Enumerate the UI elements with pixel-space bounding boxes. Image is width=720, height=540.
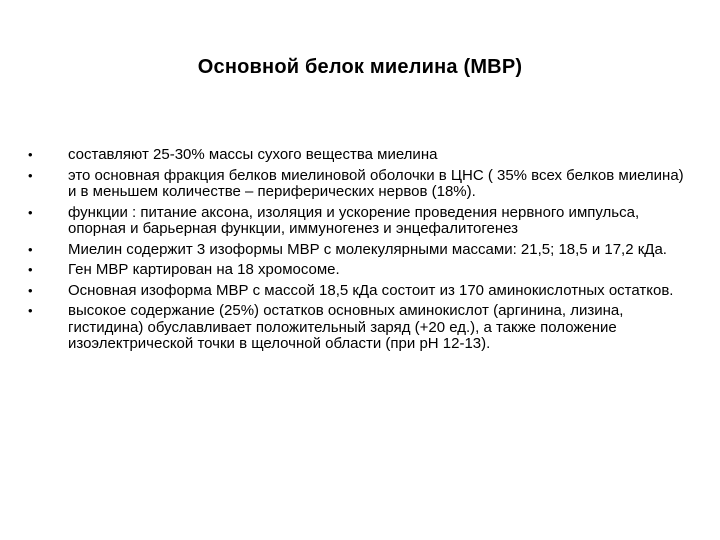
bullet-icon: • <box>28 282 33 298</box>
bullet-icon: • <box>28 147 33 162</box>
bullet-item <box>28 262 688 279</box>
bullet-text: Ген МВР картирован на 18 хромосоме. <box>68 261 340 278</box>
bullet-item <box>28 283 688 300</box>
bullet-text: Основная изоформа МВР с массой 18,5 кДа состоит из 170 аминокислотных остатков. <box>68 281 674 299</box>
bullet-icon: • <box>28 241 33 257</box>
bullet-text: Миелин содержит 3 изоформы МВР с молекулярными массами: 21,5; 18,5 и 17,2 кДа. <box>68 240 667 258</box>
bullet-item <box>28 242 688 259</box>
slide-title: Основной белок миелина (MBP) <box>197 56 523 78</box>
bullet-item <box>28 205 688 238</box>
bullet-text: это основная фракция белков миелиновой оболочки в ЦНС ( 35% всех белков миелина) и в меньшем количестве – периферических нервов (18%). <box>68 166 684 200</box>
bullet-icon: • <box>28 303 33 318</box>
bullet-item <box>28 147 688 164</box>
bullet-item <box>28 303 688 353</box>
bullet-item <box>28 168 688 201</box>
bullet-icon: • <box>28 262 33 277</box>
bullet-text: функции : питание аксона, изоляция и ускорение проведения нервного импульса, опорная и барьерная функции, иммуногенез и энцефалитогенез <box>68 203 640 237</box>
bullet-text: высокое содержание (25%) остатков основных аминокислот (аргинина, лизина, гистидина) обуславливает положительный заряд (+20 ед.), а также положение изоэлектрической точки в щелочной области (при pH 12-13). <box>68 302 624 352</box>
bullet-list <box>28 147 688 357</box>
bullet-text: составляют 25-30% массы сухого вещества миелина <box>68 146 438 163</box>
bullet-icon: • <box>28 167 33 183</box>
bullet-icon: • <box>28 204 33 220</box>
